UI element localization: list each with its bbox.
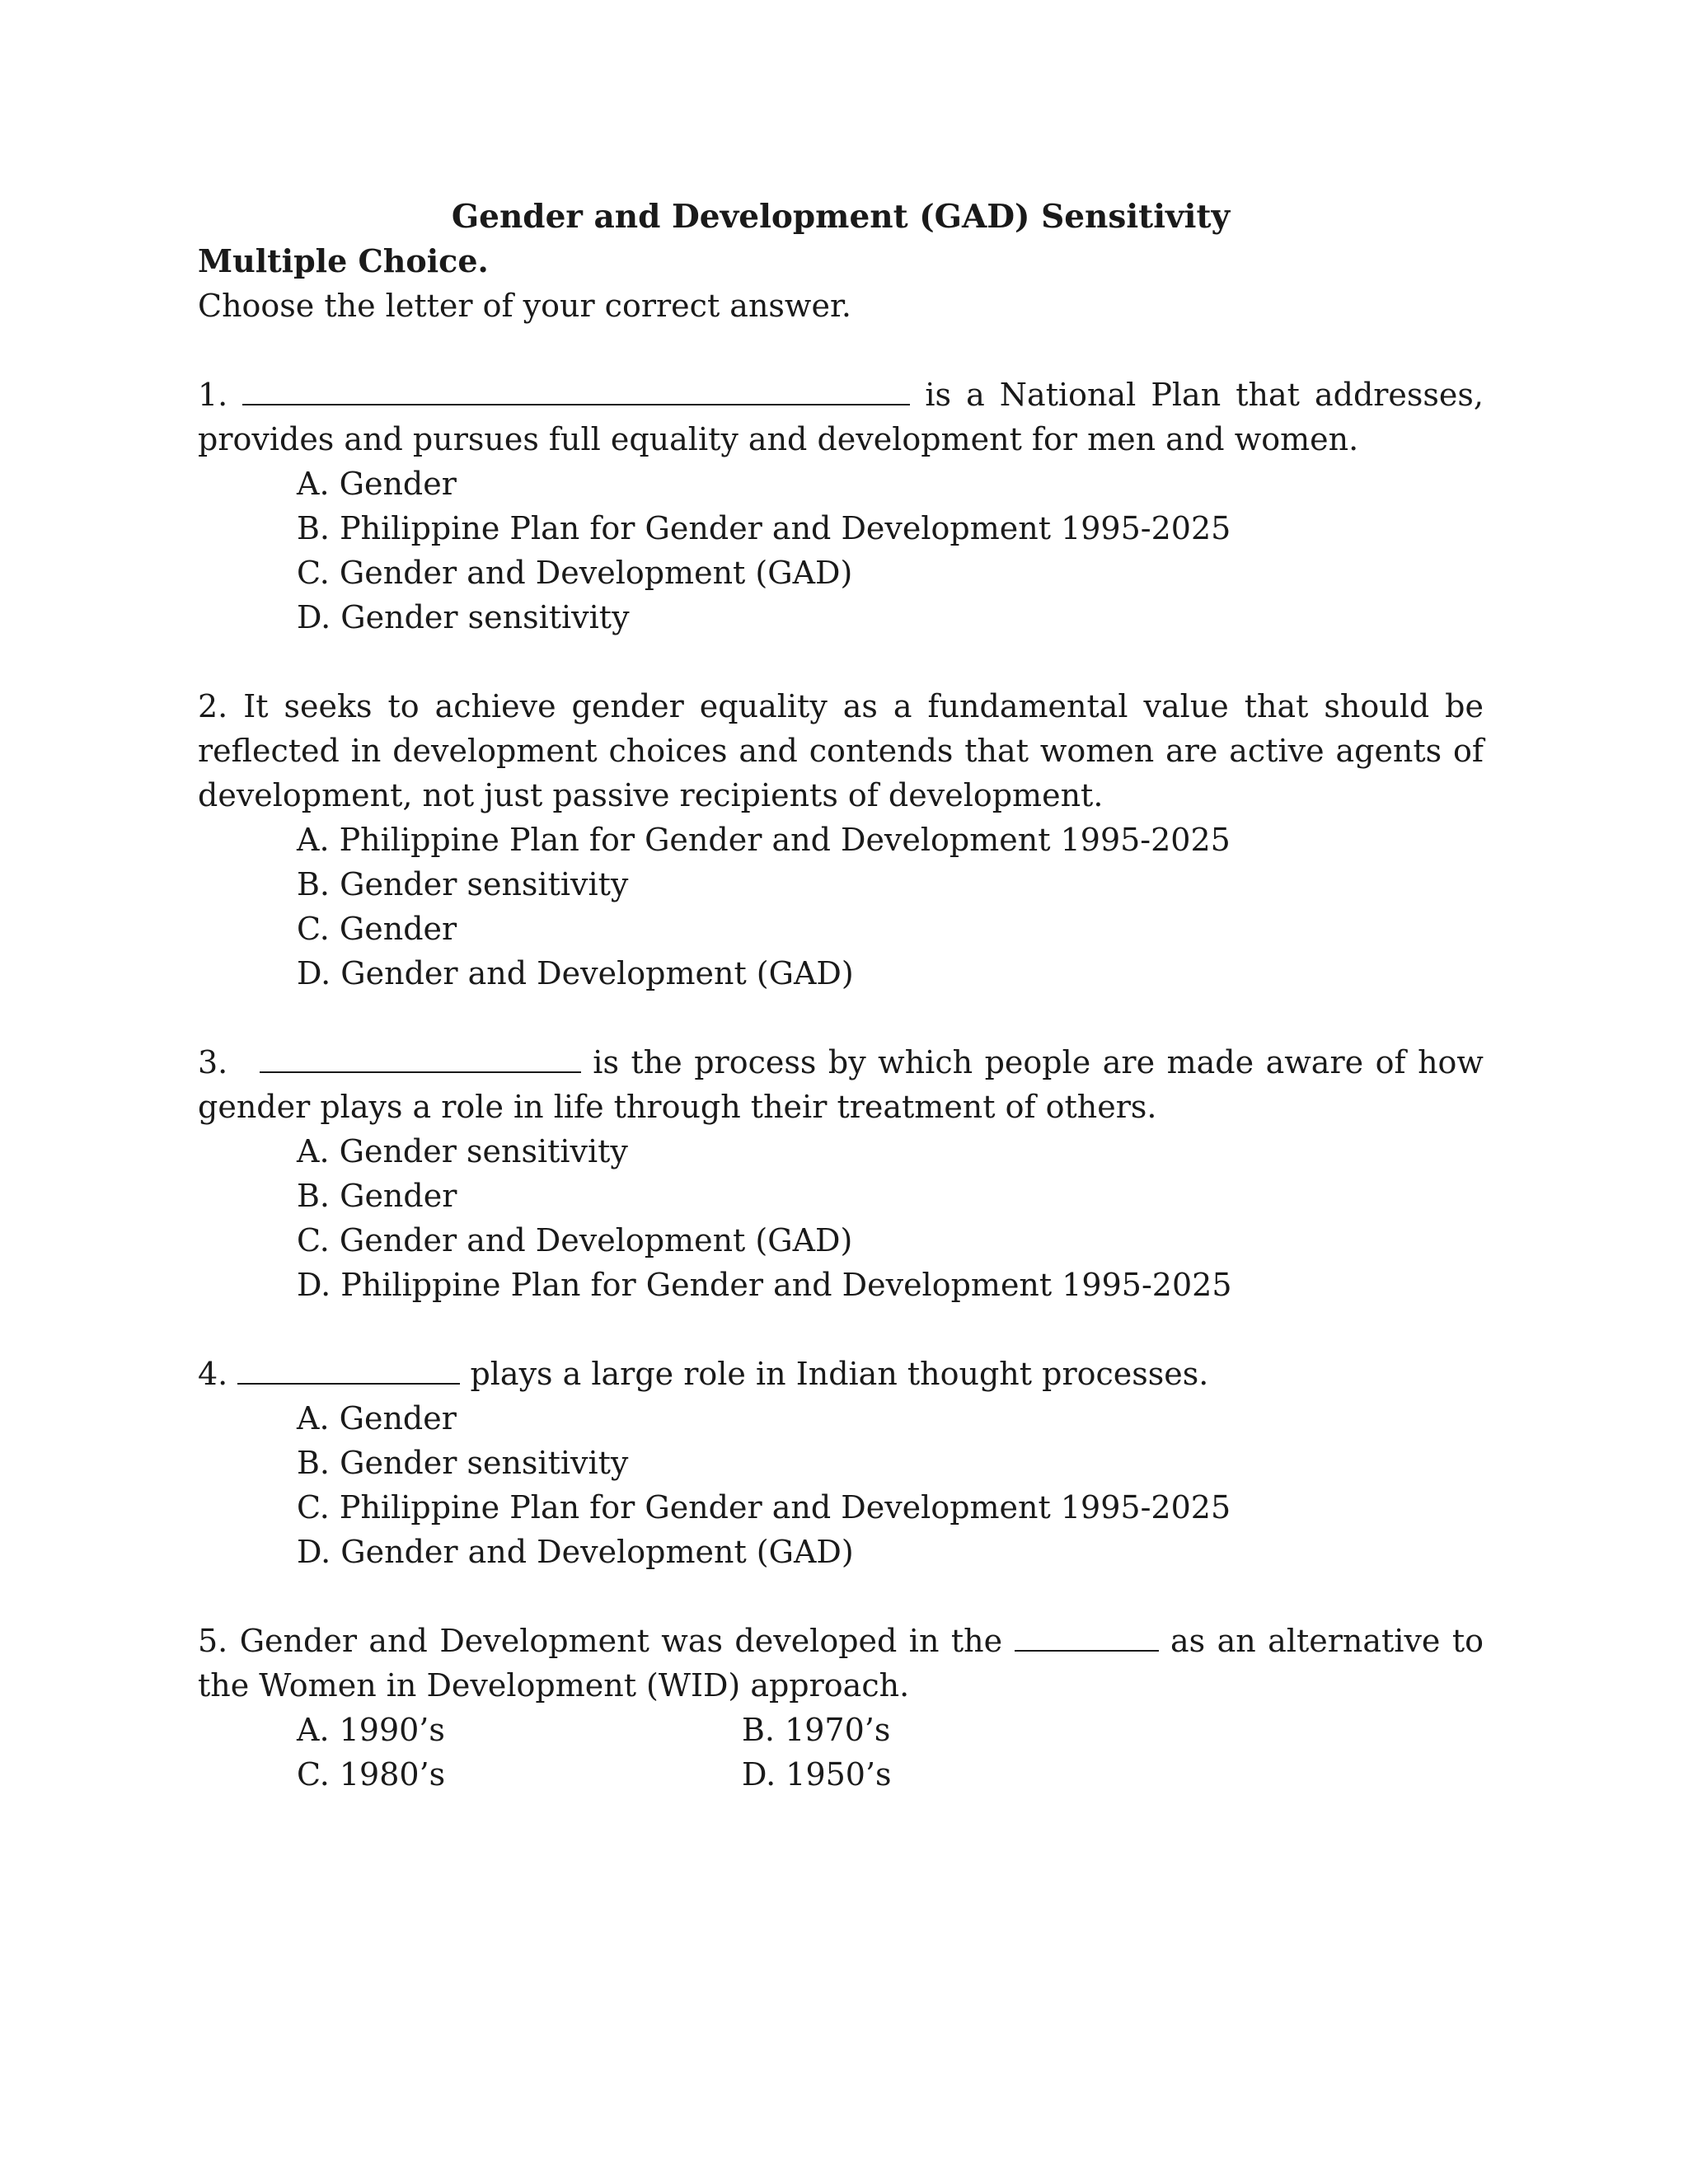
option-b: B. Gender bbox=[297, 1178, 457, 1214]
stem-text-after: as an alternative to the Women in Development (WID) approach. bbox=[198, 1623, 1484, 1704]
option-list bbox=[198, 462, 1484, 640]
option-a: A. Gender sensitivity bbox=[297, 1133, 628, 1169]
option-c: C. 1980’s bbox=[297, 1756, 446, 1793]
option-b: B. 1970’s bbox=[742, 1712, 891, 1748]
question-stem bbox=[198, 1040, 1484, 1129]
option-c: C. Philippine Plan for Gender and Development 1995-2025 bbox=[297, 1489, 1231, 1526]
answer-blank bbox=[260, 1045, 581, 1073]
question-number: 3. bbox=[198, 1044, 228, 1080]
option-a: A. Gender bbox=[297, 1400, 457, 1436]
question-stem bbox=[198, 373, 1484, 462]
option-list bbox=[198, 1708, 1484, 1797]
option-d: D. Gender and Development (GAD) bbox=[297, 1534, 854, 1570]
option-d: D. 1950’s bbox=[742, 1756, 892, 1793]
option-a: A. 1990’s bbox=[297, 1712, 445, 1748]
option-list bbox=[198, 818, 1484, 996]
option-c: C. Gender bbox=[297, 911, 457, 947]
option-a: A. Philippine Plan for Gender and Development 1995-2025 bbox=[297, 822, 1231, 858]
section-label: Multiple Choice. bbox=[198, 242, 489, 279]
instruction-text: Choose the letter of your correct answer. bbox=[198, 288, 852, 324]
answer-blank bbox=[1015, 1624, 1159, 1652]
option-list bbox=[198, 1129, 1484, 1307]
option-c: C. Gender and Development (GAD) bbox=[297, 555, 853, 591]
option-b: B. Gender sensitivity bbox=[297, 1445, 629, 1481]
option-b: B. Philippine Plan for Gender and Development 1995-2025 bbox=[297, 510, 1231, 546]
answer-blank bbox=[242, 377, 910, 405]
worksheet-page bbox=[198, 194, 1484, 1797]
option-b: B. Gender sensitivity bbox=[297, 866, 629, 902]
option-d: D. Philippine Plan for Gender and Development 1995-2025 bbox=[297, 1267, 1232, 1303]
option-c: C. Gender and Development (GAD) bbox=[297, 1222, 853, 1258]
question-number: 4. bbox=[198, 1356, 228, 1392]
option-d: D. Gender and Development (GAD) bbox=[297, 955, 854, 991]
stem-text: is a National Plan that addresses, provides and pursues full equality and development for men and women. bbox=[198, 377, 1484, 457]
question-number: 1. bbox=[198, 377, 228, 413]
option-a: A. Gender bbox=[297, 466, 457, 502]
question-4 bbox=[198, 1352, 1484, 1574]
question-stem: 2. It seeks to achieve gender equality as a fundamental value that should be reflected in development choices and contends that women are active agents of development, not just passive recipients of development. bbox=[198, 688, 1484, 813]
stem-text: plays a large role in Indian thought processes. bbox=[470, 1356, 1209, 1392]
question-2 bbox=[198, 684, 1484, 996]
stem-text-before: 5. Gender and Development was developed in the bbox=[198, 1623, 1003, 1659]
option-d: D. Gender sensitivity bbox=[297, 599, 630, 635]
answer-blank bbox=[237, 1357, 460, 1385]
question-stem bbox=[198, 1619, 1484, 1708]
page-title: Gender and Development (GAD) Sensitivity bbox=[451, 198, 1231, 236]
question-stem bbox=[198, 1352, 1484, 1396]
question-5 bbox=[198, 1619, 1484, 1797]
question-1 bbox=[198, 373, 1484, 640]
stem-text: is the process by which people are made aware of how gender plays a role in life through their treatment of others. bbox=[198, 1044, 1484, 1125]
question-3 bbox=[198, 1040, 1484, 1307]
option-list bbox=[198, 1396, 1484, 1574]
